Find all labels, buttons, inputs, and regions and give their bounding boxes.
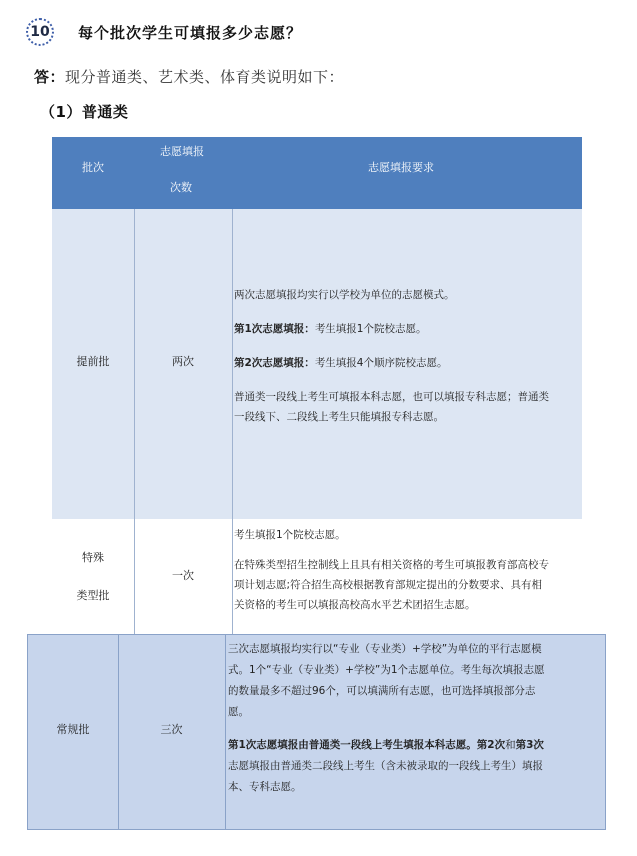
column-divider xyxy=(225,635,226,829)
batch-cell-line1: 特殊 xyxy=(82,551,104,564)
header-count-line2: 次数 xyxy=(170,181,192,194)
table-header xyxy=(52,137,582,209)
req-paragraph: 愿。 xyxy=(228,706,249,718)
req-paragraph xyxy=(234,319,580,339)
answer-text: 现分普通类、艺术类、体育类说明如下： xyxy=(65,68,345,86)
question-heading xyxy=(26,16,302,48)
answer-label: 答： xyxy=(34,68,66,86)
req-text: 考生填报4个顺序院校志愿。 xyxy=(314,357,448,369)
header-batch: 批次 xyxy=(82,161,104,174)
req-paragraph: 式。1个“专业（专业类）+学校”为1个志愿单位。考生每次填报志愿 xyxy=(228,664,545,676)
batch-cell: 提前批 xyxy=(76,355,110,368)
req-text: 和 xyxy=(505,739,516,751)
req-paragraph: 志愿填报由普通类二段线上考生（含未被录取的一段线上考生）填报 xyxy=(228,760,543,772)
table-row xyxy=(52,519,582,634)
req-text: 考生填报1个院校志愿。 xyxy=(314,323,427,335)
count-cell: 两次 xyxy=(172,355,194,368)
req-paragraph: 在特殊类型招生控制线上且具有相关资格的考生可填报教育部高校专 xyxy=(234,559,549,571)
requirements-cell xyxy=(228,639,604,798)
count-cell: 一次 xyxy=(172,569,194,582)
req-paragraph: 项计划志愿;符合招生高校根据教育部规定提出的分数要求、具有相 xyxy=(234,579,543,591)
req-paragraph xyxy=(234,353,580,373)
question-title: 每个批次学生可填报多少志愿？ xyxy=(78,23,303,42)
column-divider xyxy=(232,519,233,634)
batch-cell: 常规批 xyxy=(56,723,90,736)
req-paragraph: 三次志愿填报均实行以“专业（专业类）+学校”为单位的平行志愿模 xyxy=(228,643,542,655)
header-count-line1: 志愿填报 xyxy=(160,145,204,158)
req-emphasis: 第1次志愿填报： xyxy=(234,323,315,335)
req-emphasis: 第3次 xyxy=(515,739,544,751)
req-paragraph: 两次志愿填报均实行以学校为单位的志愿模式。 xyxy=(234,289,455,301)
requirements-cell xyxy=(234,285,580,427)
req-paragraph xyxy=(228,735,604,756)
column-divider xyxy=(232,209,233,519)
count-cell: 三次 xyxy=(160,723,183,736)
batch-cell-line2: 类型批 xyxy=(76,589,110,602)
req-paragraph: 普通类一段线上考生可填报本科志愿，也可以填报专科志愿；普通类 xyxy=(234,391,549,403)
req-paragraph: 本、专科志愿。 xyxy=(228,781,302,793)
req-paragraph: 一段线下、二段线上考生只能填报专科志愿。 xyxy=(234,411,444,423)
section-title: （1）普通类 xyxy=(40,103,129,121)
req-paragraph: 考生填报1个院校志愿。 xyxy=(234,529,346,541)
table-row xyxy=(27,634,606,830)
table-row xyxy=(52,209,582,519)
requirements-cell xyxy=(234,525,580,615)
req-paragraph: 关资格的考生可以填报高校高水平艺术团招生志愿。 xyxy=(234,599,476,611)
req-emphasis: 第2次志愿填报： xyxy=(234,357,315,369)
question-number: 10 xyxy=(30,24,50,40)
question-number-badge xyxy=(26,18,54,46)
req-paragraph: 的数量最多不超过96个，可以填满所有志愿，也可选择填报部分志 xyxy=(228,685,536,697)
header-requirements: 志愿填报要求 xyxy=(368,161,434,174)
answer-line xyxy=(34,66,344,87)
req-emphasis: 第1次志愿填报由普通类一段线上考生填报本科志愿。第2次 xyxy=(228,739,506,751)
